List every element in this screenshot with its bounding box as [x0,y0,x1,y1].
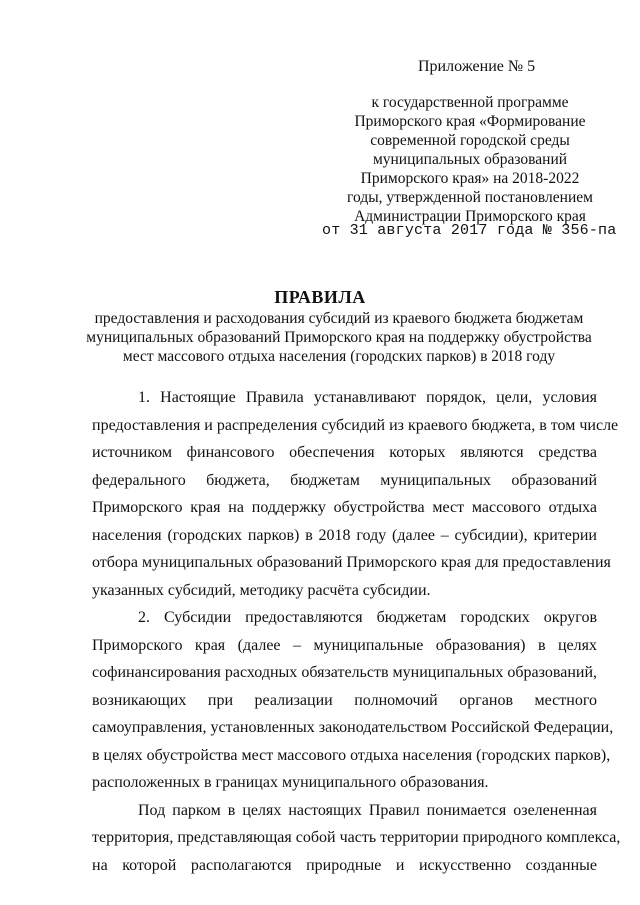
appendix-line: Администрации Приморского края [354,208,586,225]
paragraph-line: в целях обустройства мест массового отдыха населения (городских парков), [92,746,611,764]
paragraph-line: источником финансового обеспечения которых являются средства [92,444,597,461]
document-body [92,384,621,879]
paragraph-line: Под парком в целях настоящих Правил понимается озелененная [138,801,597,819]
paragraph-line: территория, представляющая собой часть территории природного комплекса, [92,829,621,846]
document-title: ПРАВИЛА [274,287,366,307]
paragraph-line: софинансирования расходных обязательств муниципальных образований, [92,664,597,681]
subtitle-line: мест массового отдыха населения (городских парков) в 2018 году [122,348,556,365]
paragraph-line: федерального бюджета, бюджетам муниципальных образований [92,471,597,489]
appendix-title: Приложение № 5 [418,58,536,75]
appendix-line: муниципальных образований [372,151,568,168]
paragraph-3 [92,797,621,880]
appendix-line: Приморского края» на 2018-2022 [360,170,580,187]
paragraph-line: расположенных в границах муниципального образования. [92,774,489,791]
paragraph-line: 2. Субсидии предоставляются бюджетам городских округов [138,609,597,626]
appendix-line: годы, утвержденной постановлением [347,189,593,206]
appendix-line: Приморского края «Формирование [354,113,586,130]
paragraph-2 [92,604,614,797]
appendix-line: современной городской среды [370,132,570,149]
paragraph-line: Приморского края на поддержку обустройства мест массового отдыха [92,499,597,516]
paragraph-line: на которой располагаются природные и искусственно созданные [92,856,597,874]
paragraph-line: населения (городских парков) в 2018 году (далее – субсидии), критерии [92,526,597,544]
paragraph-line: 1. Настоящие Правила устанавливают порядок, цели, условия [138,389,597,406]
appendix-line: к государственной программе [371,94,569,111]
paragraph-line: отбора муниципальных образований Приморского края для предоставления [92,554,611,571]
paragraph-line: предоставления и распределения субсидий из краевого бюджета, в том числе [92,416,619,434]
paragraph-line: возникающих при реализации полномочий органов местного [92,691,597,709]
paragraph-line: указанных субсидий, методику расчёта субсидии. [92,581,431,599]
subtitle-line: муниципальных образований Приморского края на поддержку обустройства [86,329,592,346]
appendix-reference [330,93,610,226]
paragraph-line: самоуправления, установленных законодательством Российской Федерации, [92,719,614,736]
paragraph-1 [92,384,619,604]
paragraph-line: Приморского края (далее – муниципальные образования) в целях [92,636,597,654]
appendix-date-stamp: от 31 августа 2017 года № 356-па [322,222,617,239]
subtitle-line: предоставления и расходования субсидий из краевого бюджета бюджетам [94,310,584,327]
document-subtitle [80,309,598,366]
